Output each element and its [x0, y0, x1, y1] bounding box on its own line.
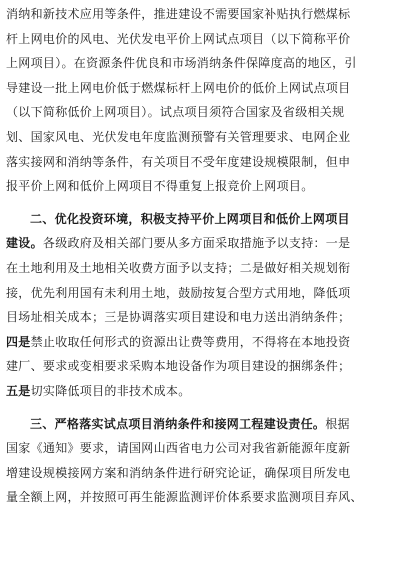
text-line: 消纳和新技术应用等条件，推进建设不需要国家补贴执行燃煤标 — [6, 7, 351, 21]
text-span: 禁止收取任何形式的资源出让费等费用，不得将在本地投资 — [30, 334, 351, 349]
text-span: 根据 — [325, 416, 350, 431]
text-line — [6, 231, 397, 256]
text-line: 目场址相关成本；三是协调落实项目建设和电力送出消纳条件； — [6, 310, 351, 325]
section-heading-tail: 建设。 — [6, 236, 43, 251]
text-line: 国家《通知》要求，请国网山西省电力公司对我省新能源年度新 — [6, 441, 351, 456]
text-span: 切实降低项目的非技术成本。 — [30, 383, 191, 398]
text-line: 接，优先利用国有未利用土地，鼓励按复合型方式用地，降低项 — [6, 285, 351, 300]
text-line: 报平价上网和低价上网项目不得重复上报竞价上网项目。 — [6, 179, 314, 194]
text-line: 在土地利用及土地相关收费方面予以支持；二是做好相关规划衔 — [6, 260, 351, 275]
text-line: 划、国家风电、光伏发电年度监测预警有关管理要求、电网企业 — [6, 129, 351, 144]
text-line: （以下简称低价上网项目）。试点项目须符合国家及省级相关规 — [6, 105, 345, 120]
text-line — [6, 412, 397, 437]
text-line — [6, 379, 397, 404]
enumerator: 五是 — [6, 383, 31, 398]
text-line: 落实接网和消纳等条件，有关项目不受年度建设规模限制，但申 — [6, 154, 351, 169]
text-line: 建厂、要求或变相要求采购本地设备作为项目建设的捆绑条件； — [6, 359, 351, 374]
text-line — [6, 330, 397, 355]
text-line: 增建设规模接网方案和消纳条件进行研究论证，确保项目所发电 — [6, 465, 351, 480]
section-heading: 三、严格落实试点项目消纳条件和接网工程建设责任。 — [30, 416, 326, 431]
paragraph-investment-environment — [6, 207, 397, 404]
text-span: 各级政府及相关部门要从多方面采取措施予以支持：一是 — [42, 236, 351, 251]
section-heading: 二、优化投资环境，积极支持平价上网项目和低价上网项目 — [30, 211, 350, 226]
text-line: 上网项目）。在资源条件优良和市场消纳条件保障度高的地区，引 — [6, 56, 357, 71]
text-line: 导建设一批上网电价低于燃煤标杆上网电价的低价上网试点项目 — [6, 80, 351, 95]
enumerator: 四是 — [6, 334, 31, 349]
paragraph-pilot-projects — [6, 2, 397, 199]
text-line: 量全额上网，并按照可再生能源监测评价体系要求监测项目弃风、 — [6, 490, 363, 505]
paragraph-consumption-conditions — [6, 412, 397, 510]
document-page — [6, 2, 397, 510]
text-line: 杆上网电价的风电、光伏发电平价上网试点项目（以下简称平价 — [6, 31, 351, 46]
